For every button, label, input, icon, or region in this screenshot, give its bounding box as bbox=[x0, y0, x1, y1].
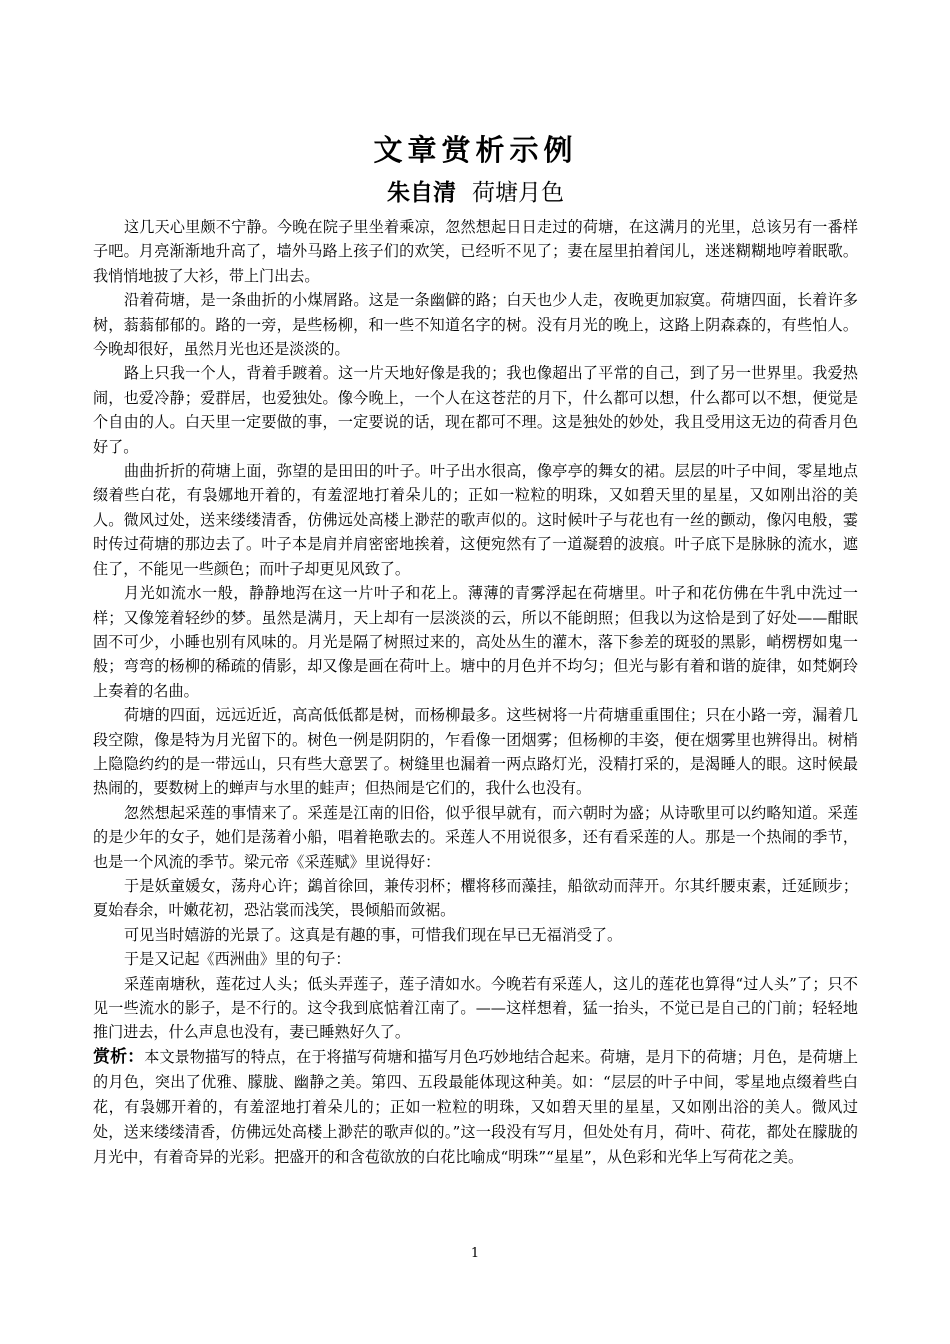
paragraph: 月光如流水一般，静静地泻在这一片叶子和花上。薄薄的青雾浮起在荷塘里。叶子和花仿佛在牛乳中洗过一样；又像笼着轻纱的梦。虽然是满月，天上却有一层淡淡的云，所以不能朗照；但我以为这恰是到了好处——酣眠固不可少，小睡也别有风味的。月光是隔了树照过来的，高处丛生的灌木，落下参差的斑驳的黑影，峭楞楞如鬼一般；弯弯的杨柳的稀疏的倩影，却又像是画在荷叶上。塘中的月色并不均匀；但光与影有着和谐的旋律，如梵婀玲上奏着的名曲。 bbox=[93, 584, 858, 700]
work-heading bbox=[93, 176, 858, 210]
essay-body bbox=[93, 215, 858, 1045]
analysis-label: 赏析： bbox=[93, 1046, 145, 1067]
author-name: 朱自清 bbox=[387, 180, 456, 206]
quotation-paragraph: 于是妖童媛女，荡舟心许；鷁首徐回，兼传羽杯；欋将移而藻挂，船欲动而萍开。尔其纤腰束素，迁延顾步；夏始春余，叶嫩花初，恐沾裳而浅笑，畏倾船而敛裾。 bbox=[93, 876, 858, 920]
page-number: 1 bbox=[470, 1246, 480, 1261]
paragraph: 沿着荷塘，是一条曲折的小煤屑路。这是一条幽僻的路；白天也少人走，夜晚更加寂寞。荷塘四面，长着许多树，蓊蓊郁郁的。路的一旁，是些杨柳，和一些不知道名字的树。没有月光的晚上，这路上阴森森的，有些怕人。今晚却很好，虽然月光也还是淡淡的。 bbox=[93, 291, 858, 359]
document-page bbox=[93, 130, 858, 1170]
paragraph: 荷塘的四面，远远近近，高高低低都是树，而杨柳最多。这些树将一片荷塘重重围住；只在小路一旁，漏着几段空隙，像是特为月光留下的。树色一例是阴阴的，乍看像一团烟雾；但杨柳的丰姿，便在烟雾里也辨得出。树梢上隐隐约约的是一带远山，只有些大意罢了。树缝里也漏着一两点路灯光，没精打采的，是渴睡人的眼。这时候最热闹的，要数树上的蝉声与水里的蛙声；但热闹是它们的，我什么也没有。 bbox=[93, 706, 858, 798]
analysis-section bbox=[93, 1045, 858, 1170]
paragraph: 于是又记起《西洲曲》里的句子： bbox=[124, 950, 351, 969]
paragraph: 采莲南塘秋，莲花过人头；低头弄莲子，莲子清如水。今晚若有采莲人，这儿的莲花也算得“过人头”了；只不见一些流水的影子，是不行的。这令我到底惦着江南了。——这样想着，猛一抬头，不觉已是自己的门前；轻轻地推门进去，什么声息也没有，妻已睡熟好久了。 bbox=[93, 974, 858, 1042]
paragraph: 忽然想起采莲的事情来了。采莲是江南的旧俗，似乎很早就有，而六朝时为盛；从诗歌里可以约略知道。采莲的是少年的女子，她们是荡着小船，唱着艳歌去的。采莲人不用说很多，还有看采莲的人。那是一个热闹的季节，也是一个风流的季节。梁元帝《采莲赋》里说得好： bbox=[93, 803, 858, 871]
paragraph: 这几天心里颇不宁静。今晚在院子里坐着乘凉，忽然想起日日走过的荷塘，在这满月的光里，总该另有一番样子吧。月亮渐渐地升高了，墙外马路上孩子们的欢笑，已经听不见了；妻在屋里拍着闰儿，迷迷糊糊地哼着眠歌。我悄悄地披了大衫，带上门出去。 bbox=[93, 218, 858, 285]
paragraph: 可见当时嬉游的光景了。这真是有趣的事，可惜我们现在早已无福消受了。 bbox=[124, 925, 623, 944]
paragraph: 路上只我一个人，背着手踱着。这一片天地好像是我的；我也像超出了平常的自己，到了另一世界里。我爱热闹，也爱冷静；爱群居，也爱独处。像今晚上，一个人在这苍茫的月下，什么都可以想，什么都可以不想，便觉是个自由的人。白天里一定要做的事，一定要说的话，现在都可不理。这是独处的妙处，我且受用这无边的荷香月色好了。 bbox=[93, 364, 858, 456]
analysis-text: 本文景物描写的特点，在于将描写荷塘和描写月色巧妙地结合起来。荷塘，是月下的荷塘；月色，是荷塘上的月色，突出了优雅、朦胧、幽静之美。第四、五段最能体现这种美。如：“层层的叶子中间，零星地点缀着些白花，有袅娜开着的，有羞涩地打着朵儿的；正如一粒粒的明珠，又如碧天里的星星，又如刚出浴的美人。微风过处，送来缕缕清香，仿佛远处高楼上渺茫的歌声似的。”这一段没有写月，但处处有月，荷叶、荷花，都处在朦胧的月光中，有着奇异的光彩。把盛开的和含苞欲放的白花比喻成“明珠”“星星”，从色彩和光华上写荷花之美。 bbox=[93, 1047, 858, 1166]
paragraph: 曲曲折折的荷塘上面，弥望的是田田的叶子。叶子出水很高，像亭亭的舞女的裙。层层的叶子中间，零星地点缀着些白花，有袅娜地开着的，有羞涩地打着朵儿的；正如一粒粒的明珠，又如碧天里的星星，又如刚出浴的美人。微风过处，送来缕缕清香，仿佛远处高楼上渺茫的歌声似的。这时候叶子与花也有一丝的颤动，像闪电般，霎时传过荷塘的那边去了。叶子本是肩并肩密密地挨着，这便宛然有了一道凝碧的波痕。叶子底下是脉脉的流水，遮住了，不能见一些颜色；而叶子却更见风致了。 bbox=[93, 462, 858, 578]
work-title: 荷塘月色 bbox=[472, 180, 564, 206]
document-title: 文章赏析示例 bbox=[373, 133, 578, 167]
